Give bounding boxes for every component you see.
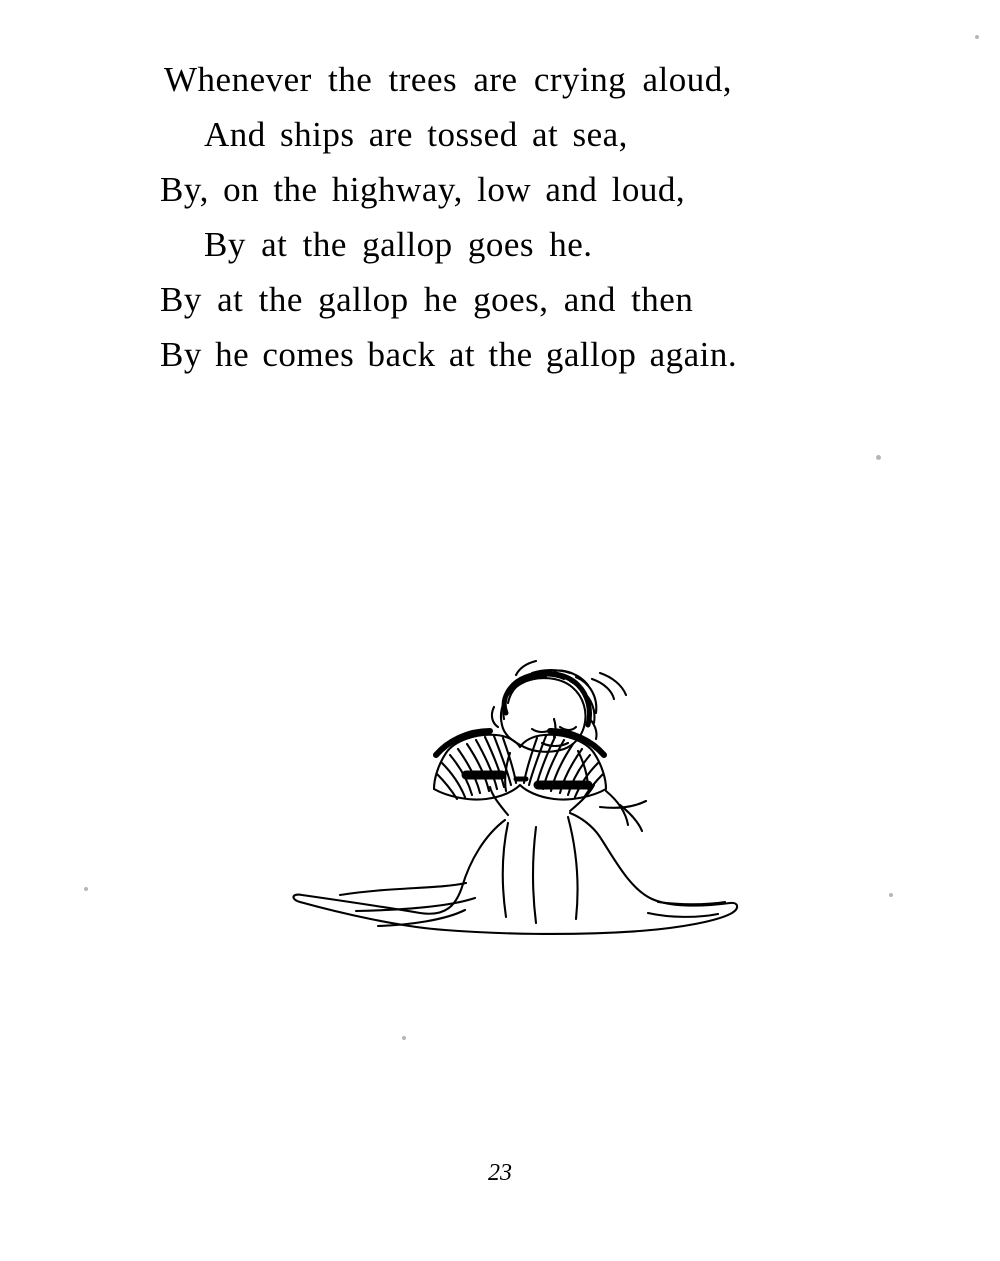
paper-speck: [876, 455, 881, 460]
paper-speck: [402, 1036, 406, 1040]
poem-line: By, on the highway, low and loud,: [160, 170, 686, 209]
poem-line: By he comes back at the gallop again.: [160, 335, 738, 374]
poem-line: Whenever the trees are crying aloud,: [164, 60, 733, 99]
page-number: 23: [488, 1160, 512, 1186]
paper-speck: [889, 893, 893, 897]
poem-line: By at the gallop he goes, and then: [160, 280, 694, 319]
illustration-child-reading: [270, 655, 770, 955]
paper-speck: [975, 35, 979, 39]
paper-speck: [84, 887, 88, 891]
poem-stanza: [0, 52, 1000, 382]
poem-line: By at the gallop goes he.: [204, 225, 593, 264]
poem-line: And ships are tossed at sea,: [204, 115, 628, 154]
illustration-drawing: [270, 655, 770, 955]
